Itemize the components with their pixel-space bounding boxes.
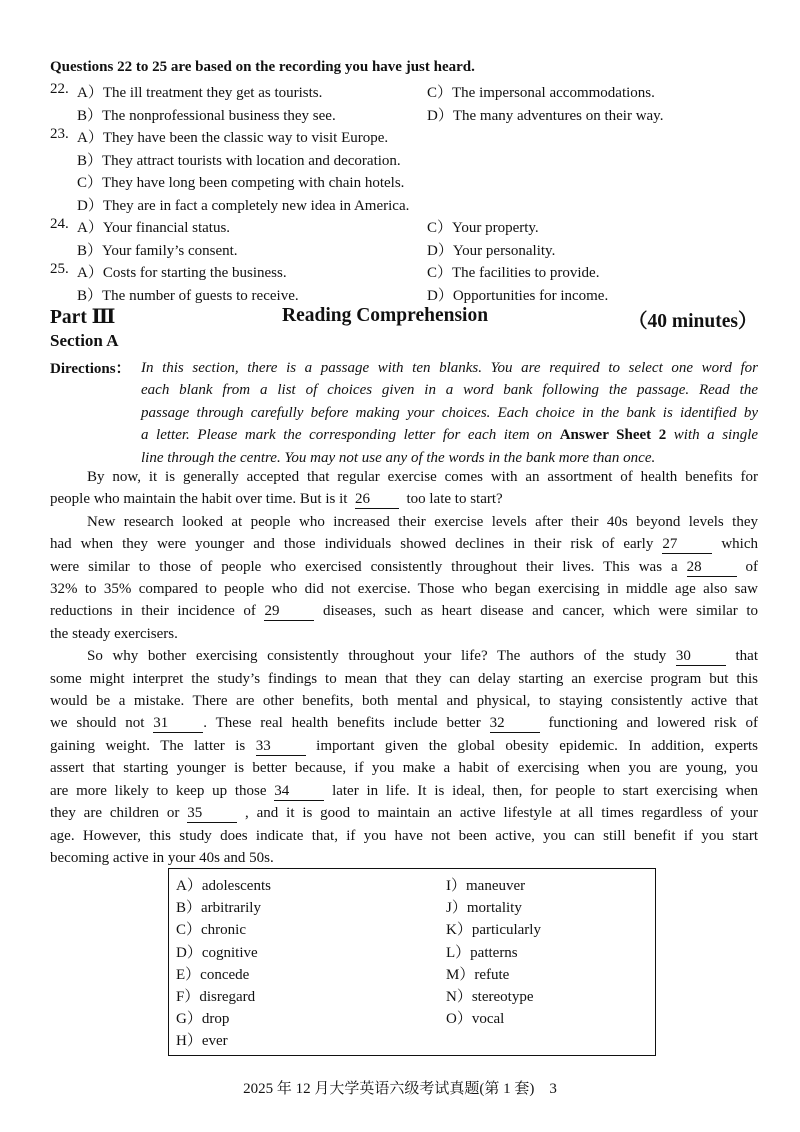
passage-line: [50, 488, 758, 510]
option-b: B）They attract tourists with location and decoration.: [77, 153, 401, 169]
passage-text: too late to start?: [406, 491, 503, 508]
blank-26: 26: [355, 490, 399, 509]
bank-item-d: D）cognitive: [176, 945, 258, 961]
passage-line: [50, 735, 758, 757]
bank-item-f: F）disregard: [176, 989, 256, 1005]
part-time: （40 minutes）: [628, 311, 758, 332]
option-c: C）They have long been competing with chain hotels.: [77, 175, 405, 191]
directions-text-part: a letter. Please mark the corresponding letter for each item on: [141, 427, 553, 444]
passage-text: reductions in their incidence of: [50, 603, 256, 620]
passage-line: the steady exercisers.: [50, 625, 178, 642]
question-number: 22.: [50, 81, 69, 97]
blank-30: 30: [676, 647, 726, 666]
passage-text: people who maintain the habit over time. But is it: [50, 491, 348, 508]
passage-text: gaining weight. The latter is: [50, 737, 246, 754]
directions-line: [141, 424, 758, 446]
passage-line: [50, 533, 758, 555]
bank-item-k: K）particularly: [446, 922, 541, 938]
passage-text: had when they were younger and those individuals showed declines in their risk of early: [50, 536, 654, 553]
directions-label: Directions：: [50, 361, 131, 377]
bank-item-l: L）patterns: [446, 945, 518, 961]
passage-line: assert that starting younger is better because, if you make a habit of exercising when you are young, you: [50, 760, 758, 777]
directions-text-part: with a single: [673, 427, 759, 444]
passage-text: important given the global obesity epidemic. In addition, experts: [316, 737, 759, 754]
passage-line: would be a mistake. There are other benefits, both mental and physical, to staying consistently active that: [50, 693, 758, 710]
option-d: D）Opportunities for income.: [427, 288, 609, 304]
passage-text: they are children or: [50, 805, 180, 822]
passage-line: By now, it is generally accepted that regular exercise comes with an assortment of health benefits for: [87, 469, 758, 485]
option-d: D）The many adventures on their way.: [427, 108, 664, 124]
bank-item-h: H）ever: [176, 1033, 228, 1049]
blank-32: 32: [490, 714, 540, 733]
directions-text: [141, 357, 758, 469]
word-bank: [168, 868, 656, 1056]
bank-item-i: I）maneuver: [446, 878, 526, 894]
question-number: 23.: [50, 126, 69, 142]
part-title: Reading Comprehension: [282, 305, 489, 326]
passage-text: we should not: [50, 715, 145, 732]
passage-line: [50, 645, 758, 667]
passage-text: functioning and lowered risk of: [548, 715, 759, 732]
blank-31: 31: [153, 714, 203, 733]
bank-item-g: G）drop: [176, 1011, 230, 1027]
option-b: B）Your family’s consent.: [77, 243, 238, 259]
answer-sheet-emphasis: Answer Sheet 2: [559, 427, 667, 444]
passage-line: [50, 712, 758, 734]
passage-text: , and it is good to maintain an active lifestyle at all times regardless of your: [245, 805, 759, 822]
option-c: C）The impersonal accommodations.: [427, 85, 655, 101]
passage-line: [50, 780, 758, 802]
passage-text: . These real health benefits include better: [203, 715, 481, 732]
blank-29: 29: [264, 602, 314, 621]
passage-text: of: [745, 558, 759, 575]
blank-33: 33: [256, 737, 306, 756]
blank-34: 34: [274, 782, 324, 801]
passage-line: becoming active in your 40s and 50s.: [50, 849, 274, 866]
passage-text: are more likely to keep up those: [50, 782, 267, 799]
part-label: Part Ⅲ: [50, 307, 116, 328]
questions-header: Questions 22 to 25 are based on the recording you have just heard.: [50, 59, 475, 75]
bank-item-m: M）refute: [446, 967, 510, 983]
passage-line: [50, 802, 758, 824]
directions-line: passage through carefully before making your choices. Each choice in the bank is identified by: [141, 404, 758, 421]
option-b: B）The nonprofessional business they see.: [77, 108, 336, 124]
passage-line: [50, 556, 758, 578]
passage-text: that: [735, 648, 758, 665]
bank-item-o: O）vocal: [446, 1011, 505, 1027]
blank-28: 28: [687, 558, 737, 577]
option-c: C）The facilities to provide.: [427, 265, 600, 281]
bank-item-n: N）stereotype: [446, 989, 534, 1005]
bank-item-e: E）concede: [176, 967, 250, 983]
directions-line: line through the centre. You may not use any of the words in the bank more than once.: [141, 449, 656, 466]
bank-item-a: A）adolescents: [176, 878, 271, 894]
bank-item-b: B）arbitrarily: [176, 900, 261, 916]
option-c: C）Your property.: [427, 220, 539, 236]
passage-line: 32% to 35% compared to people who did not exercise. Those who began exercising in middle age also saw: [50, 581, 758, 598]
passage: [50, 466, 758, 869]
directions-line: each blank from a list of choices given in a word bank following the passage. Read the: [141, 382, 758, 399]
section-title: Section A: [50, 331, 119, 350]
directions-line: In this section, there is a passage with ten blanks. You are required to select one word for: [141, 360, 758, 376]
blank-27: 27: [662, 535, 712, 554]
option-b: B）The number of guests to receive.: [77, 288, 299, 304]
passage-text: diseases, such as heart disease and cancer, which were similar to: [323, 603, 759, 620]
page-footer: 2025 年 12 月大学英语六级考试真题(第 1 套) 3: [243, 1081, 557, 1097]
question-number: 24.: [50, 216, 69, 232]
option-a: A）The ill treatment they get as tourists.: [77, 85, 323, 101]
blank-35: 35: [187, 804, 237, 823]
bank-item-j: J）mortality: [446, 900, 522, 916]
passage-line: age. However, this study does indicate that, if you have not been active, you can still benefit if you start: [50, 827, 758, 844]
passage-line: [50, 600, 758, 622]
passage-line: New research looked at people who increased their exercise levels after their 40s beyond levels they: [87, 513, 758, 530]
passage-text: So why bother exercising consistently throughout your life? The authors of the study: [87, 648, 667, 665]
option-a: A）Costs for starting the business.: [77, 265, 287, 281]
option-d: D）Your personality.: [427, 243, 556, 259]
question-number: 25.: [50, 261, 69, 277]
passage-text: which: [721, 536, 759, 553]
bank-item-c: C）chronic: [176, 922, 246, 938]
passage-text: later in life. It is ideal, then, for people to start exercising when: [332, 782, 759, 799]
passage-line: some might interpret the study’s findings to mean that they can delay starting an exercise program but this: [50, 670, 758, 687]
option-d: D）They are in fact a completely new idea in America.: [77, 198, 410, 214]
option-a: A）Your financial status.: [77, 220, 231, 236]
option-a: A）They have been the classic way to visit Europe.: [77, 130, 389, 146]
passage-text: were similar to those of people who exercised consistently throughout their lives. This was a: [50, 558, 678, 575]
